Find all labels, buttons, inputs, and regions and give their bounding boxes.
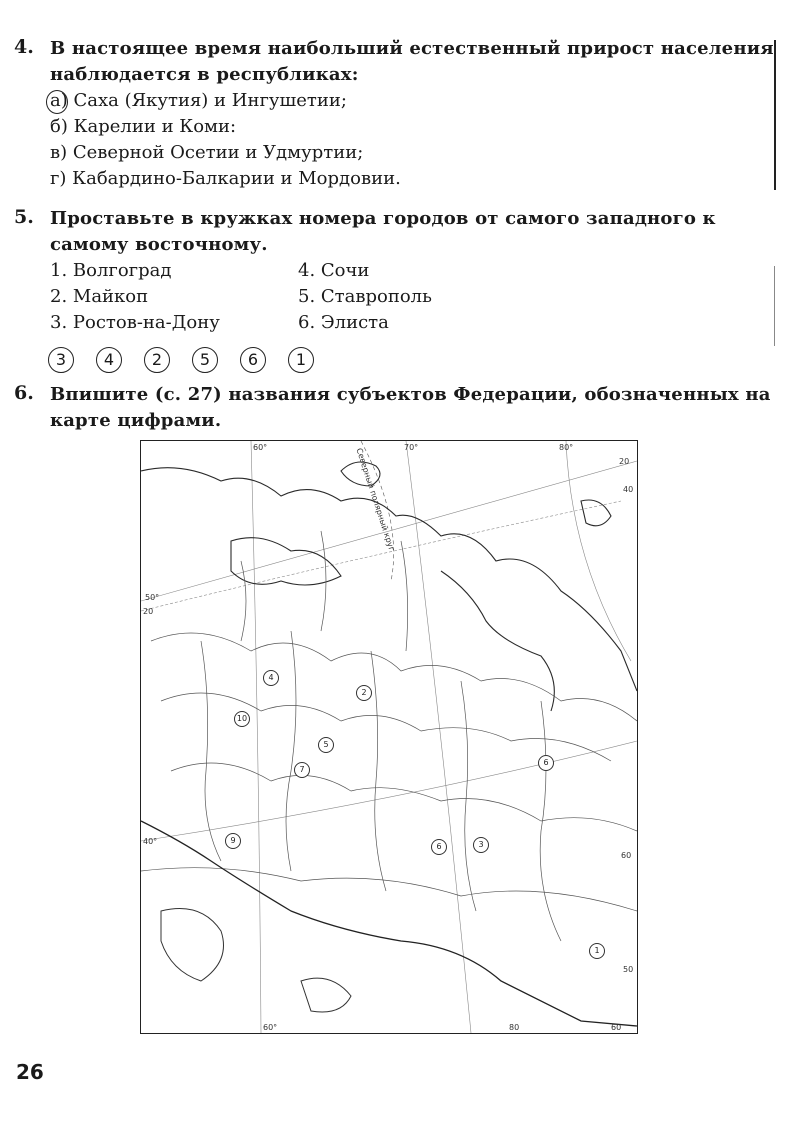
city-item: 6. Элиста xyxy=(298,312,389,333)
question-6-text: Впишите (с. 27) названия субъектов Федерации, обозначенных на карте цифрами. xyxy=(50,384,771,431)
option-d-label: г) Кабардино-Балкарии и Мордовии. xyxy=(50,168,401,189)
scan-edge-mark xyxy=(774,40,776,190)
question-4-option-b[interactable] xyxy=(50,114,774,140)
answer-circle[interactable]: 1 xyxy=(288,347,314,373)
degree-label: 50 xyxy=(623,965,634,974)
coastline xyxy=(141,462,637,711)
region-mark[interactable]: 3 xyxy=(473,837,489,853)
region-mark[interactable]: 9 xyxy=(225,833,241,849)
city-item: 1. Волгоград xyxy=(50,260,172,281)
option-c-label: в) Северной Осетии и Удмуртии; xyxy=(50,142,364,163)
scan-edge-mark xyxy=(774,266,775,346)
degree-label: 50° xyxy=(145,593,160,602)
option-a-label: а) Саха (Якутия) и Ингушетии; xyxy=(50,90,347,111)
question-5-number: 5. xyxy=(14,206,34,228)
city-item: 4. Сочи xyxy=(298,260,370,281)
city-item: 2. Майкоп xyxy=(50,286,149,307)
answer-circle[interactable]: 2 xyxy=(144,347,170,373)
question-4-number: 4. xyxy=(14,36,34,58)
degree-label: 60° xyxy=(253,443,268,452)
question-4-option-c[interactable] xyxy=(50,140,774,166)
degree-label: 60 xyxy=(621,851,632,860)
answer-circle[interactable]: 3 xyxy=(48,347,74,373)
degree-label: 40 xyxy=(623,485,634,494)
question-4-text: В настоящее время наибольший естественный прирост населения наблюдается в республиках: xyxy=(50,38,774,85)
question-6 xyxy=(14,382,774,434)
inland-water xyxy=(161,909,351,1013)
question-5 xyxy=(14,206,774,258)
outline-map xyxy=(140,440,638,1034)
degree-label: 20 xyxy=(619,457,630,466)
region-mark[interactable]: 10 xyxy=(234,711,250,727)
question-4-option-d[interactable] xyxy=(50,166,774,192)
degree-label: 60° xyxy=(263,1023,278,1032)
answer-circle[interactable]: 6 xyxy=(240,347,266,373)
region-mark[interactable]: 7 xyxy=(294,762,310,778)
question-6-number: 6. xyxy=(14,382,34,404)
arctic-circle-label: Северный полярный круг xyxy=(354,447,397,553)
degree-label: 60 xyxy=(611,1023,622,1032)
answer-circle[interactable]: 4 xyxy=(96,347,122,373)
degree-label: 80° xyxy=(559,443,574,452)
answer-circle[interactable]: 5 xyxy=(192,347,218,373)
degree-label: 70° xyxy=(404,443,419,452)
page-number: 26 xyxy=(16,1060,44,1084)
selected-answer-circle xyxy=(46,90,68,114)
question-4 xyxy=(14,36,774,192)
degree-label: 40° xyxy=(143,837,158,846)
region-mark[interactable]: 6 xyxy=(431,839,447,855)
region-mark[interactable]: 5 xyxy=(318,737,334,753)
region-mark[interactable]: 4 xyxy=(263,670,279,686)
question-5-text: Проставьте в кружках номера городов от самого западного к самому восточному. xyxy=(50,208,716,255)
region-mark[interactable]: 2 xyxy=(356,685,372,701)
city-item: 5. Ставрополь xyxy=(298,286,432,307)
region-mark[interactable]: 6 xyxy=(538,755,554,771)
city-item: 3. Ростов-на-Дону xyxy=(50,312,220,333)
degree-label: 80 xyxy=(509,1023,520,1032)
question-4-option-a[interactable] xyxy=(50,88,774,114)
option-b-label: б) Карелии и Коми: xyxy=(50,116,237,137)
region-mark[interactable]: 1 xyxy=(589,943,605,959)
degree-label: 20 xyxy=(143,607,154,616)
